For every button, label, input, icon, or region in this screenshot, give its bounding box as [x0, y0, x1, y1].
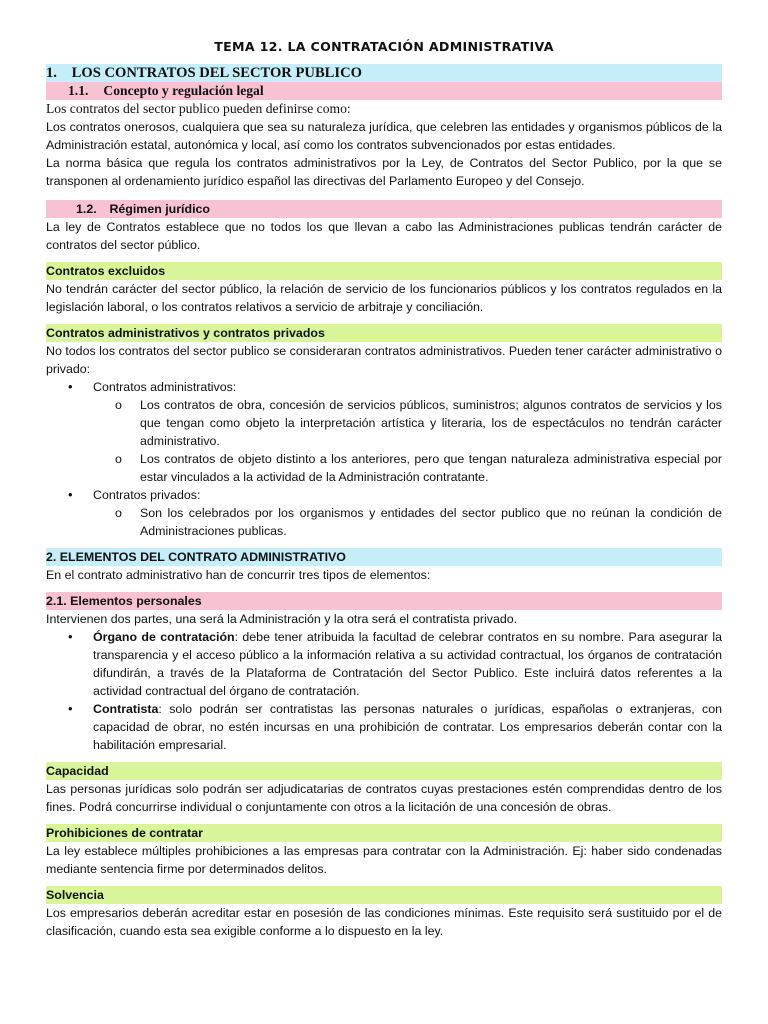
list-item: [46, 378, 722, 486]
bullet-icon: •: [68, 629, 73, 644]
bullet-icon: •: [68, 379, 73, 394]
contract-types-list: [46, 378, 722, 540]
section-2-1-paragraph: Intervienen dos partes, una será la Administración y la otra será el contratista privado.: [46, 612, 518, 626]
sub-list-item-text: Son los celebrados por los organismos y entidades del sector publico que no reúnan la condición de Administraciones publicas.: [140, 506, 722, 538]
list-item-text: : solo podrán ser contratistas las personas naturales o jurídicas, españolas o extranjeras, con capacidad de obrar, no estén incursas en una prohibición de contratar. Los empresarios deberán contar con la habilitación empresarial.: [93, 702, 722, 752]
personal-elements-list: [46, 628, 722, 754]
section-1-2-heading: [46, 200, 722, 218]
circle-bullet-icon: o: [115, 452, 122, 466]
circle-bullet-icon: o: [115, 506, 122, 520]
section-1-1-title: Concepto y regulación legal: [103, 83, 264, 98]
sub-list-item: [93, 450, 722, 486]
capacity-paragraph: Las personas jurídicas solo podrán ser adjudicatarias de contratos cuyas prestaciones estén comprendidas dentro de los fines. Podrá concurrirse individual o conjuntamente con otros a la licitación de una concesión de obras.: [46, 782, 722, 814]
sub-list-item-text: Los contratos de obra, concesión de servicios públicos, suministros; algunos contratos de servicios y los que tengan como objeto la interpretación artística y literaria, los de espectáculos no tendrán carácter administrativo.: [140, 398, 722, 448]
section-2-1-heading: 2.1. Elementos personales: [46, 592, 722, 610]
excluded-contracts-heading: Contratos excluidos: [46, 262, 722, 280]
section-2-heading: 2. ELEMENTOS DEL CONTRATO ADMINISTRATIVO: [46, 548, 722, 566]
prohibitions-paragraph: La ley establece múltiples prohibiciones a las empresas para contratar con la Administración. Ej: haber sido condenadas mediante sentencia firme por determinados delitos.: [46, 844, 722, 876]
sub-list-item: [93, 504, 722, 540]
solvency-paragraph: Los empresarios deberán acreditar estar en posesión de las condiciones mínimas. Este requisito será sustituido por el de clasificación, cuando esta sea exigible conforme a lo dispuesto en la ley.: [46, 906, 722, 938]
document-page: [46, 38, 722, 940]
section-1-heading: [46, 64, 722, 82]
section-1-1-paragraph-2: La norma básica que regula los contratos administrativos por la Ley, de Contratos del Sector Publico, por la que se transponen al ordenamiento jurídico español las directivas del Parlamento Europeo y del Consejo.: [46, 156, 722, 188]
section-1-2-paragraph-1: La ley de Contratos establece que no todos los que llevan a cabo las Administraciones publicas tendrán carácter de contratos del sector público.: [46, 220, 722, 252]
excluded-contracts-paragraph: No tendrán carácter del sector público, la relación de servicio de los funcionarios públicos y los contratos regulados en la legislación laboral, o los contratos relativos a servicio de arbitraje y conciliación.: [46, 282, 722, 314]
section-1-2-number: 1.2.: [76, 202, 97, 216]
section-1-number: 1.: [46, 65, 57, 81]
list-item: [46, 486, 722, 540]
bullet-icon: •: [68, 701, 73, 716]
bullet-icon: •: [68, 487, 73, 502]
section-1-1-lead: Los contratos del sector publico pueden definirse como:: [46, 101, 351, 116]
capacity-heading: Capacidad: [46, 762, 722, 780]
document-title: TEMA 12. LA CONTRATACIÓN ADMINISTRATIVA: [214, 39, 554, 54]
list-item-term: Órgano de contratación: [93, 630, 235, 644]
list-item-label: Contratos administrativos:: [93, 380, 237, 394]
section-2-paragraph: En el contrato administrativo han de concurrir tres tipos de elementos:: [46, 568, 431, 582]
sub-list: [93, 396, 722, 486]
circle-bullet-icon: o: [115, 398, 122, 412]
section-1-2-title: Régimen jurídico: [109, 202, 210, 216]
list-item: [46, 628, 722, 700]
section-1-title: LOS CONTRATOS DEL SECTOR PUBLICO: [71, 65, 362, 81]
sub-list: [93, 504, 722, 540]
list-item-text: : debe tener atribuida la facultad de celebrar contratos en su nombre. Para asegurar la transparencia y el acceso público a la información relativa a su actividad contractual, los órganos de contratación difundirán, a través de la Plataforma de Contratación del Sector Publico. Este incluirá datos referentes a la actividad contractual del órgano de contratación.: [93, 630, 722, 698]
section-1-1-paragraph-1: Los contratos onerosos, cualquiera que sea su naturaleza jurídica, que celebren las entidades y organismos públicos de la Administración estatal, autonómica y local, así como los contratos subvencionados por estas entidades.: [46, 120, 722, 152]
section-1-1-heading: [46, 82, 722, 100]
list-item-label: Contratos privados:: [93, 488, 201, 502]
sub-list-item-text: Los contratos de objeto distinto a los anteriores, pero que tengan naturaleza administrativa especial por estar vinculados a la actividad de la Administración contratante.: [140, 452, 722, 484]
section-1-1-number: 1.1.: [68, 83, 89, 98]
prohibitions-heading: Prohibiciones de contratar: [46, 824, 722, 842]
admin-private-contracts-heading: Contratos administrativos y contratos privados: [46, 324, 722, 342]
list-item: [46, 700, 722, 754]
admin-private-contracts-paragraph: No todos los contratos del sector publico se consideraran contratos administrativos. Pueden tener carácter administrativo o privado:: [46, 344, 722, 376]
solvency-heading: Solvencia: [46, 886, 722, 904]
list-item-term: Contratista: [93, 702, 159, 716]
sub-list-item: [93, 396, 722, 450]
